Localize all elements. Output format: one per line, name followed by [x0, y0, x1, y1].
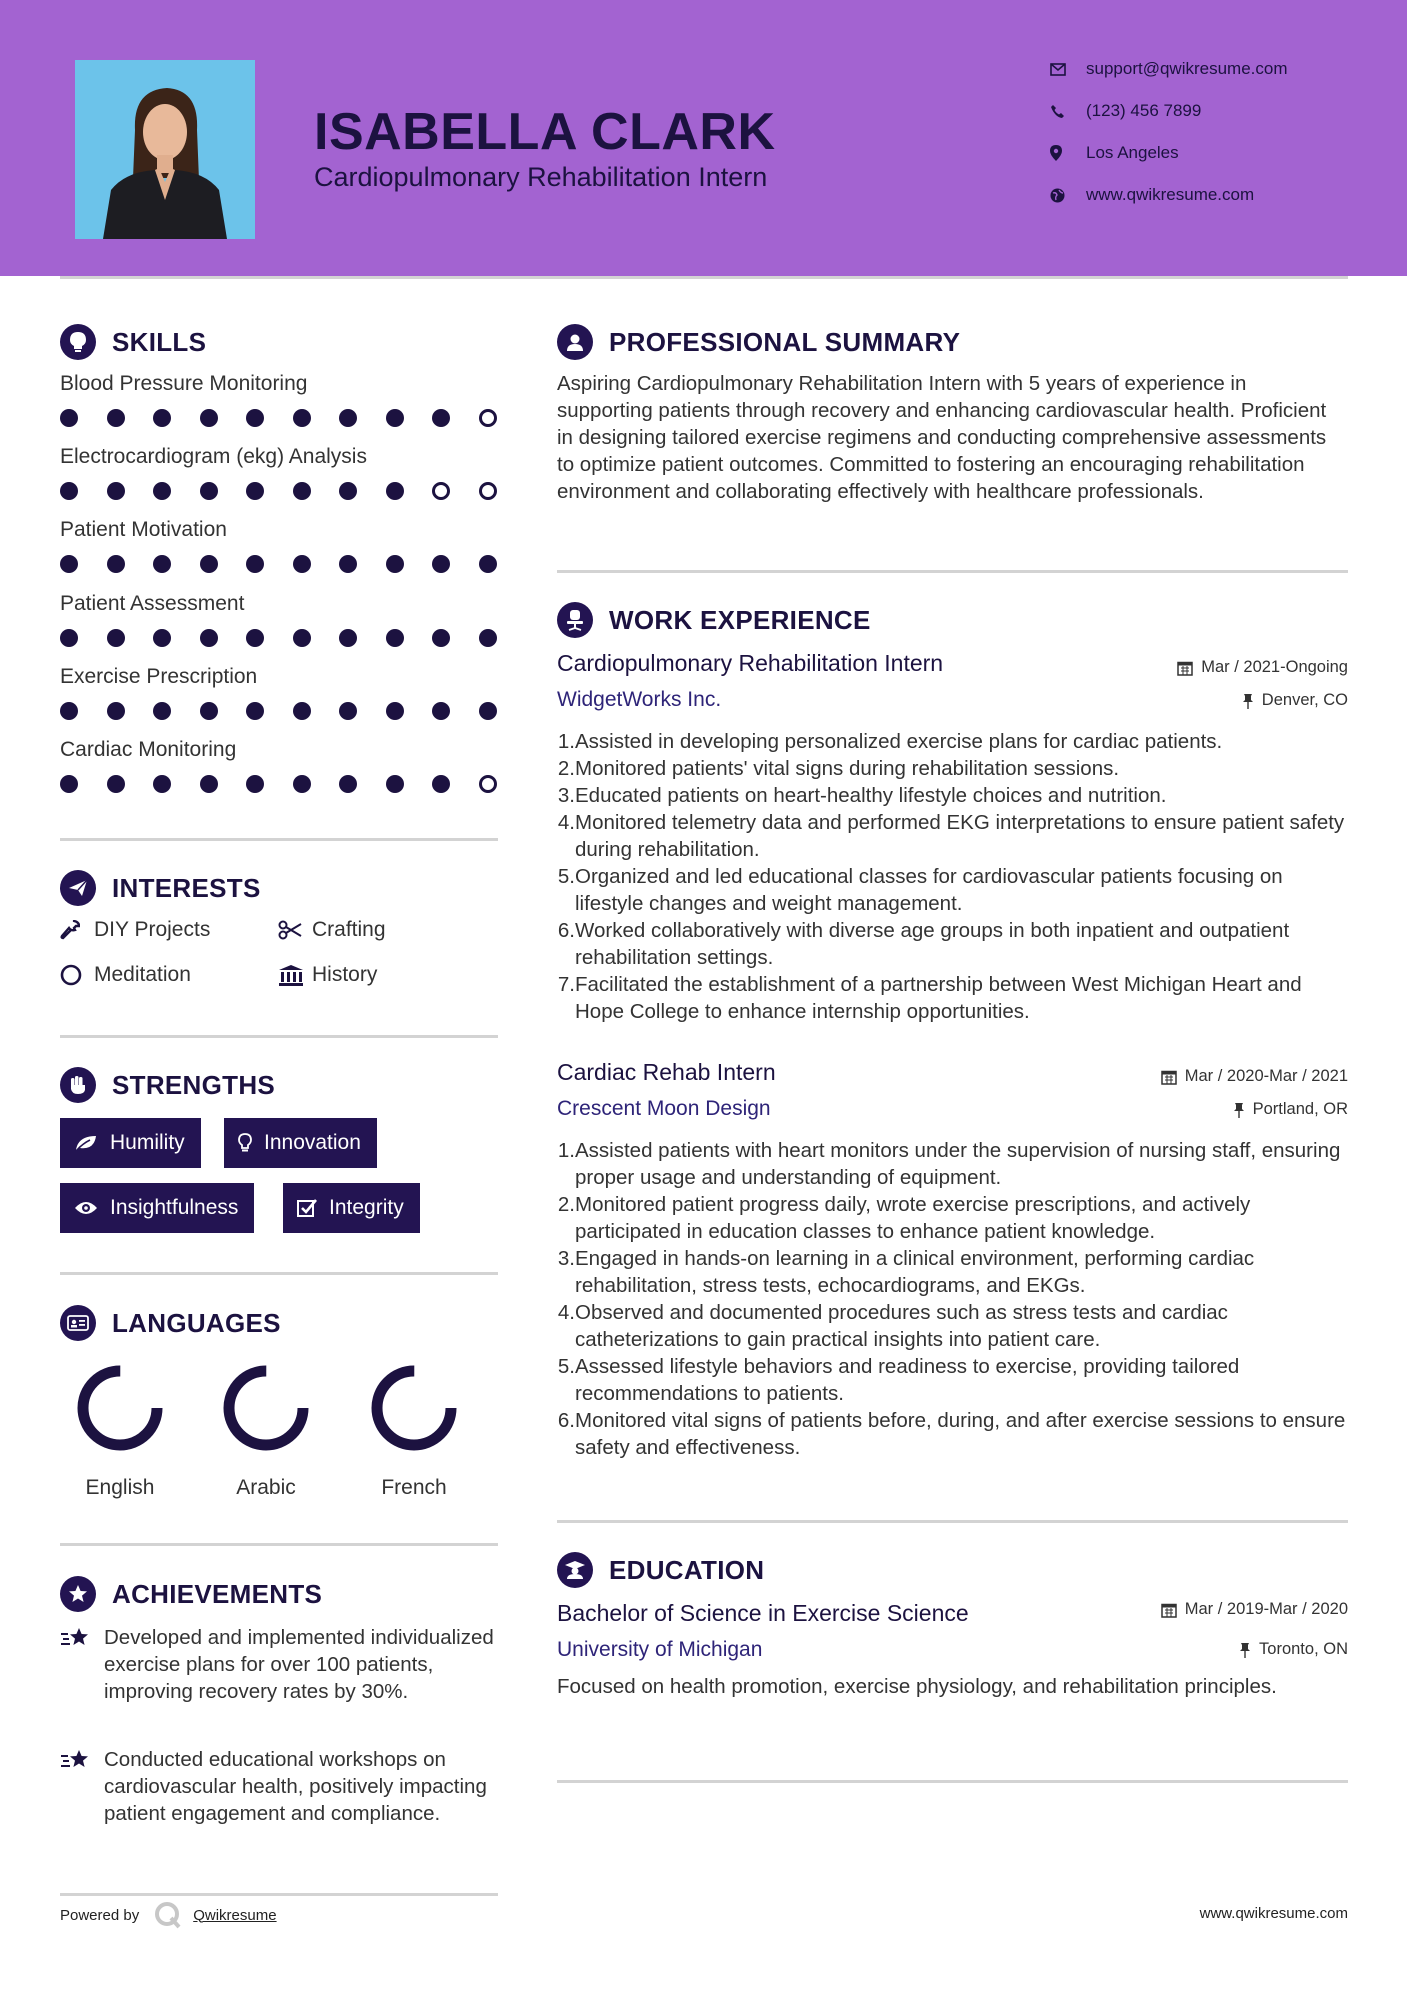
pushpin-icon — [1242, 693, 1254, 709]
rating-dot-filled — [386, 629, 404, 647]
interest-item: Crafting — [278, 918, 386, 942]
education-description: Focused on health promotion, exercise physiology, and rehabilitation principles. — [557, 1675, 1277, 1698]
rating-dot-filled — [107, 775, 125, 793]
id-card-icon — [60, 1305, 96, 1341]
contact-email[interactable] — [1050, 59, 1288, 79]
responsibility-item: 4. Observed and documented procedures such as stress tests and cardiac catheterizations to gain practical insights into patient care. — [557, 1301, 1228, 1351]
rating-dot-filled — [432, 775, 450, 793]
language-name: English — [85, 1476, 155, 1499]
skill-rating — [60, 482, 525, 500]
responsibility-item: 1. Assisted in developing personalized exercise plans for cardiac patients. — [557, 730, 1223, 753]
rating-dot-filled — [107, 702, 125, 720]
rating-dot-filled — [60, 702, 78, 720]
circle-icon — [60, 964, 94, 986]
rating-dot-filled — [339, 702, 357, 720]
rating-dot-filled — [200, 555, 218, 573]
user-icon — [557, 324, 593, 360]
check-square-icon — [297, 1198, 317, 1218]
rating-dot-filled — [293, 482, 311, 500]
contact-website-text: www.qwikresume.com — [1086, 185, 1255, 204]
globe-icon — [1050, 188, 1086, 203]
job-location: Portland, OR — [1233, 1100, 1348, 1119]
rating-dot-filled — [246, 629, 264, 647]
rating-dot-filled — [60, 482, 78, 500]
rating-dot-filled — [386, 482, 404, 500]
language-name: French — [381, 1476, 447, 1499]
rating-dot-filled — [339, 409, 357, 427]
rating-dot-filled — [60, 629, 78, 647]
rating-dot-filled — [107, 482, 125, 500]
scissors-icon — [278, 920, 312, 940]
rating-dot-filled — [60, 409, 78, 427]
office-chair-icon — [557, 602, 593, 638]
pushpin-icon — [1239, 1642, 1251, 1658]
summary-text: Aspiring Cardiopulmonary Rehabilitation Intern with 5 years of experience in supporting patients through recovery and enhancing cardiovascular health. Proficient in designing tailored exercise regimens and conducting comprehensive assessments to optimize patient outcomes. Committed to fostering an encouraging rehabilitation environment and collaborating effectively with healthcare professionals. — [557, 372, 1327, 503]
rating-dot-filled — [386, 409, 404, 427]
contact-phone-text: (123) 456 7899 — [1086, 101, 1202, 120]
shooting-star-icon — [60, 1746, 104, 1827]
rating-dot-filled — [153, 702, 171, 720]
rating-dot-empty — [479, 482, 497, 500]
contact-location — [1050, 143, 1179, 163]
rating-dot-filled — [246, 775, 264, 793]
rating-dot-filled — [60, 555, 78, 573]
responsibility-item: 3. Educated patients on heart-healthy lifestyle choices and nutrition. — [557, 784, 1167, 807]
rating-dot-filled — [339, 775, 357, 793]
profile-photo — [75, 60, 255, 239]
rating-dot-filled — [293, 702, 311, 720]
education-heading: EDUCATION — [557, 1552, 764, 1588]
skill-name: Blood Pressure Monitoring — [60, 372, 308, 395]
rating-dot-filled — [339, 555, 357, 573]
job-dates: Mar / 2021-Ongoing — [1177, 658, 1348, 677]
languages-heading: LANGUAGES — [60, 1305, 281, 1341]
strength-badge: Innovation — [224, 1118, 377, 1168]
rating-dot-filled — [432, 629, 450, 647]
rating-dot-filled — [432, 409, 450, 427]
interests-heading: INTERESTS — [60, 870, 261, 906]
section-divider — [60, 838, 498, 841]
responsibility-item: 5. Organized and led educational classes for cardiovascular patients focusing on lifestyle changes and weight management. — [557, 865, 1283, 915]
education-dates: Mar / 2019-Mar / 2020 — [1161, 1600, 1348, 1619]
section-divider — [557, 1780, 1348, 1783]
footer-url[interactable]: www.qwikresume.com — [1199, 1905, 1348, 1922]
eye-icon — [74, 1200, 98, 1216]
skill-name: Exercise Prescription — [60, 665, 258, 688]
responsibility-item: 3. Engaged in hands-on learning in a clinical environment, performing cardiac rehabilitation, stress tests, echocardiograms, and EKGs. — [557, 1247, 1255, 1297]
language-item — [55, 1358, 185, 1500]
interest-item: Meditation — [60, 963, 191, 987]
company-name: WidgetWorks Inc. — [557, 688, 722, 711]
fist-icon — [60, 1067, 96, 1103]
language-level-arc — [377, 1371, 451, 1445]
rating-dot-empty — [479, 409, 497, 427]
resume-header — [0, 0, 1407, 276]
job-responsibilities — [557, 728, 1349, 1025]
skill-rating — [60, 775, 525, 793]
language-item — [201, 1358, 331, 1500]
rating-dot-filled — [246, 482, 264, 500]
strength-badge: Insightfulness — [60, 1183, 254, 1233]
achievements-heading: ACHIEVEMENTS — [60, 1576, 322, 1612]
responsibility-item: 7. Facilitated the establishment of a partnership between West Michigan Heart and Hope College to enhance internship opportunities. — [557, 973, 1302, 1023]
rating-dot-filled — [386, 555, 404, 573]
strength-badge: Integrity — [283, 1183, 420, 1233]
interest-item: History — [278, 963, 377, 987]
rating-dot-filled — [107, 409, 125, 427]
language-level-arc — [229, 1371, 303, 1445]
graduate-icon — [557, 1552, 593, 1588]
rating-dot-filled — [153, 555, 171, 573]
rating-dot-filled — [200, 482, 218, 500]
star-badge-icon — [60, 1576, 96, 1612]
rating-dot-filled — [246, 555, 264, 573]
qwikresume-logo-icon — [153, 1900, 183, 1930]
rating-dot-filled — [153, 409, 171, 427]
calendar-icon — [1177, 660, 1193, 676]
rating-dot-empty — [479, 775, 497, 793]
rating-dot-filled — [293, 409, 311, 427]
rating-dot-filled — [153, 482, 171, 500]
rating-dot-filled — [60, 775, 78, 793]
language-name: Arabic — [236, 1476, 296, 1499]
summary-heading: PROFESSIONAL SUMMARY — [557, 324, 960, 360]
wrench-icon — [60, 920, 94, 940]
candidate-role: Cardiopulmonary Rehabilitation Intern — [314, 162, 768, 192]
leaf-icon — [74, 1134, 98, 1152]
contact-website[interactable] — [1050, 185, 1254, 205]
rating-dot-empty — [432, 482, 450, 500]
responsibility-item: 4. Monitored telemetry data and performed EKG interpretations to ensure patient safety during rehabilitation. — [557, 811, 1345, 861]
calendar-icon — [1161, 1602, 1177, 1618]
strengths-heading: STRENGTHS — [60, 1067, 275, 1103]
rating-dot-filled — [200, 409, 218, 427]
rating-dot-filled — [479, 629, 497, 647]
rating-dot-filled — [386, 702, 404, 720]
language-level-ring — [216, 1358, 316, 1458]
rating-dot-filled — [107, 555, 125, 573]
rating-dot-filled — [479, 555, 497, 573]
rating-dot-filled — [339, 482, 357, 500]
job-dates: Mar / 2020-Mar / 2021 — [1161, 1067, 1348, 1086]
section-divider — [557, 1520, 1348, 1523]
rating-dot-filled — [153, 775, 171, 793]
section-divider — [60, 1035, 498, 1038]
rating-dot-filled — [339, 629, 357, 647]
degree-title: Bachelor of Science in Exercise Science — [557, 1600, 969, 1626]
qwikresume-link[interactable]: Qwikresume — [193, 1906, 277, 1924]
pushpin-icon — [1233, 1102, 1245, 1118]
phone-icon — [1050, 104, 1086, 119]
rating-dot-filled — [200, 775, 218, 793]
rating-dot-filled — [432, 555, 450, 573]
calendar-icon — [1161, 1069, 1177, 1085]
skill-name: Electrocardiogram (ekg) Analysis — [60, 445, 367, 468]
shooting-star-icon — [60, 1624, 104, 1705]
responsibility-item: 2. Monitored patient progress daily, wrote exercise prescriptions, and actively participated in education classes to enhance patient knowledge. — [557, 1193, 1251, 1243]
rating-dot-filled — [479, 702, 497, 720]
skill-rating — [60, 409, 525, 427]
language-level-arc — [83, 1371, 157, 1445]
paper-plane-icon — [60, 870, 96, 906]
header-divider — [60, 276, 1348, 279]
rating-dot-filled — [293, 555, 311, 573]
skills-heading: SKILLS — [60, 324, 206, 360]
rating-dot-filled — [200, 629, 218, 647]
bank-icon — [278, 964, 312, 986]
job-title: Cardiac Rehab Intern — [557, 1059, 776, 1085]
section-divider — [557, 570, 1348, 573]
job-responsibilities — [557, 1137, 1349, 1461]
company-name: Crescent Moon Design — [557, 1097, 771, 1120]
skill-name: Patient Motivation — [60, 518, 227, 541]
lightbulb-icon — [238, 1133, 252, 1153]
rating-dot-filled — [293, 775, 311, 793]
responsibility-item: 6. Worked collaboratively with diverse age groups in both inpatient and outpatient rehabilitation settings. — [557, 919, 1290, 969]
school-name: University of Michigan — [557, 1638, 763, 1661]
achievement-item: Conducted educational workshops on cardiovascular health, positively impacting patient engagement and compliance. — [60, 1746, 500, 1827]
rating-dot-filled — [386, 775, 404, 793]
contact-location-text: Los Angeles — [1086, 143, 1179, 162]
rating-dot-filled — [153, 629, 171, 647]
experience-heading: WORK EXPERIENCE — [557, 602, 871, 638]
section-divider — [60, 1272, 498, 1275]
contact-phone[interactable] — [1050, 101, 1201, 121]
responsibility-item: 1. Assisted patients with heart monitors under the supervision of nursing staff, ensuring proper usage and understanding of equipment. — [557, 1139, 1341, 1189]
rating-dot-filled — [200, 702, 218, 720]
lightbulb-icon — [60, 324, 96, 360]
responsibility-item: 5. Assessed lifestyle behaviors and readiness to exercise, providing tailored recommendations to patients. — [557, 1355, 1240, 1405]
section-divider — [60, 1893, 498, 1896]
job-title: Cardiopulmonary Rehabilitation Intern — [557, 650, 944, 676]
skill-rating — [60, 555, 525, 573]
achievement-item: Developed and implemented individualized exercise plans for over 100 patients, improving recovery rates by 30%. — [60, 1624, 500, 1705]
envelope-icon — [1050, 63, 1086, 76]
job-location: Denver, CO — [1242, 691, 1348, 710]
rating-dot-filled — [432, 702, 450, 720]
rating-dot-filled — [107, 629, 125, 647]
language-level-ring — [70, 1358, 170, 1458]
powered-by: Powered by Qwikresume — [60, 1900, 277, 1930]
section-divider — [60, 1543, 498, 1546]
strength-badge: Humility — [60, 1118, 201, 1168]
education-location: Toronto, ON — [1239, 1640, 1348, 1659]
language-item — [349, 1358, 479, 1500]
candidate-name: ISABELLA CLARK — [314, 103, 776, 161]
responsibility-item: 2. Monitored patients' vital signs during rehabilitation sessions. — [557, 757, 1120, 780]
skill-rating — [60, 629, 525, 647]
rating-dot-filled — [246, 702, 264, 720]
location-pin-icon — [1050, 145, 1086, 161]
language-level-ring — [364, 1358, 464, 1458]
skill-name: Patient Assessment — [60, 592, 245, 615]
skill-name: Cardiac Monitoring — [60, 738, 237, 761]
responsibility-item: 6. Monitored vital signs of patients before, during, and after exercise sessions to ensure safety and effectiveness. — [557, 1409, 1346, 1459]
contact-email-text: support@qwikresume.com — [1086, 59, 1288, 78]
rating-dot-filled — [293, 629, 311, 647]
rating-dot-filled — [246, 409, 264, 427]
skill-rating — [60, 702, 525, 720]
interest-item: DIY Projects — [60, 918, 210, 942]
